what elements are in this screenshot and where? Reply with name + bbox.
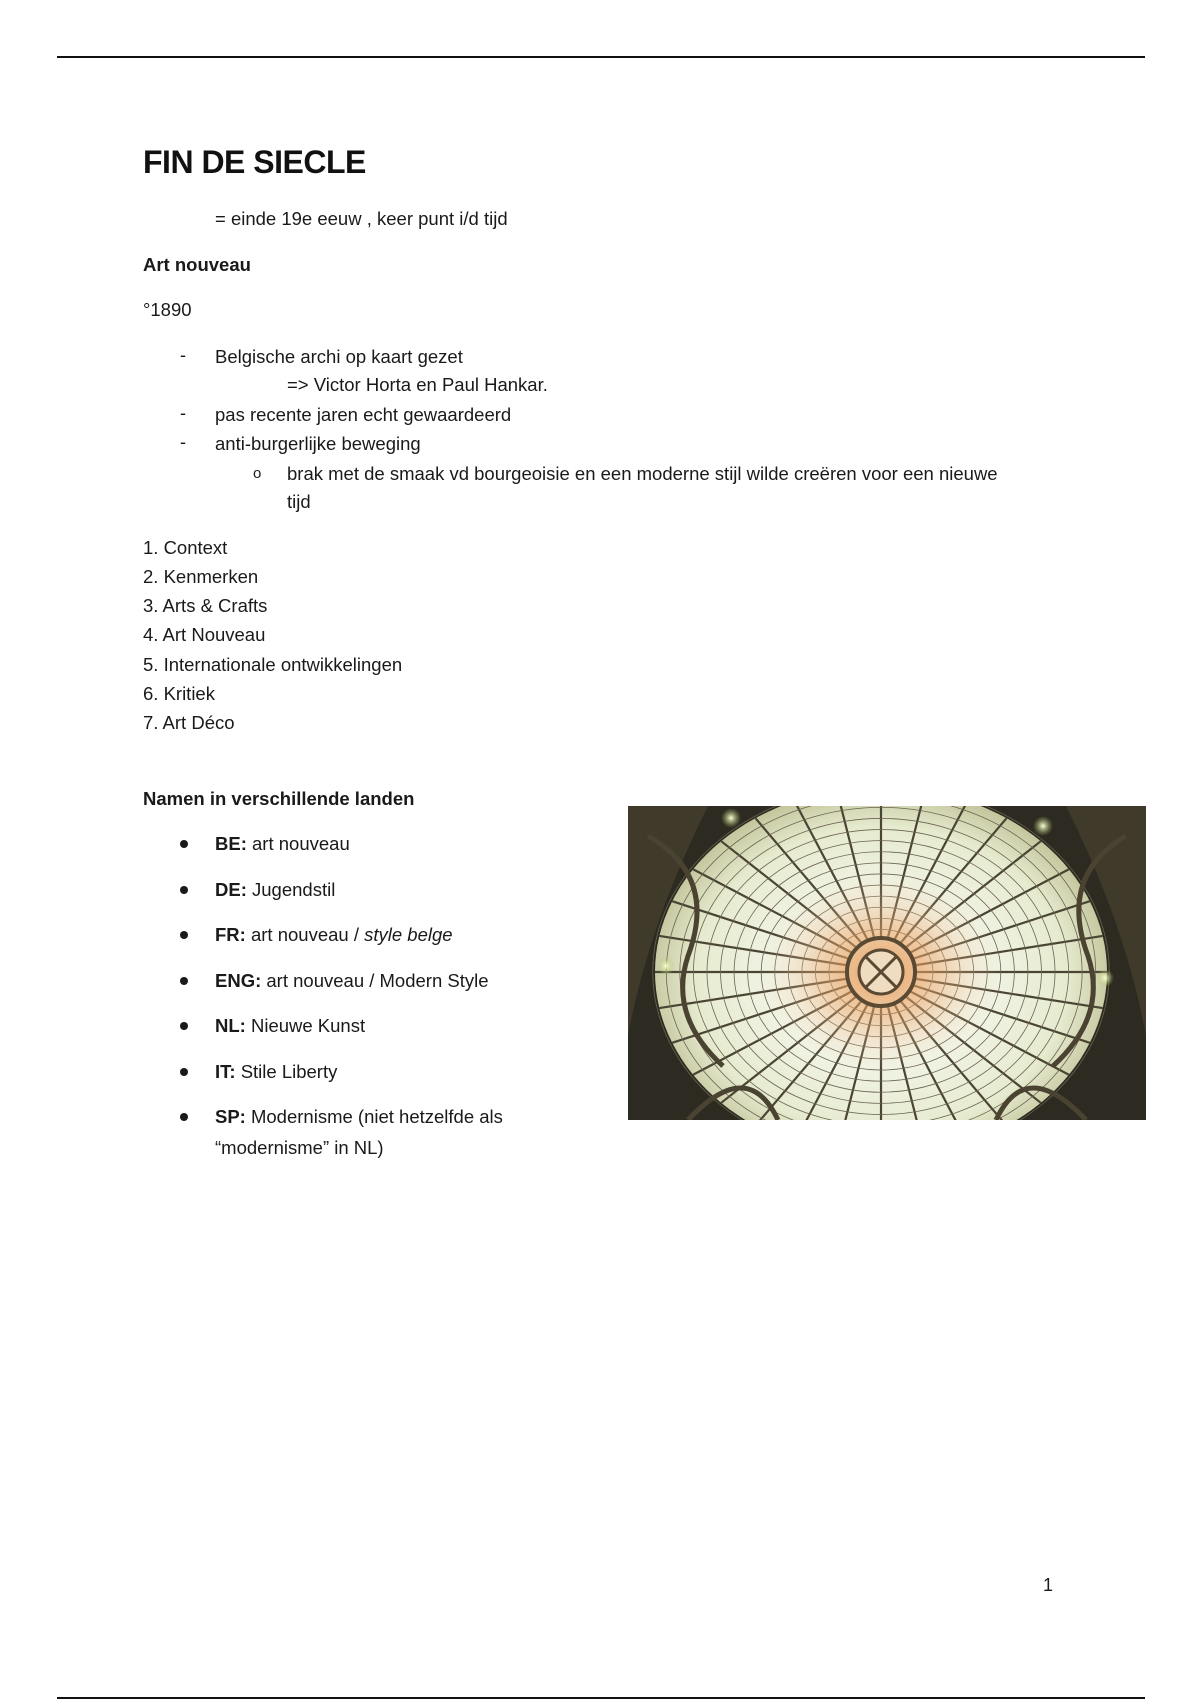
list-sub-item-continued: tijd <box>287 491 311 512</box>
name-text: art nouveau / <box>245 924 365 945</box>
name-text: Nieuwe Kunst <box>245 1015 366 1036</box>
dome-illustration <box>628 806 1146 1120</box>
name-text: Jugendstil <box>246 879 336 900</box>
bullet-icon <box>180 931 188 939</box>
country-code: FR: <box>215 924 246 945</box>
definition-text: = einde 19e eeuw , keer punt i/d tijd <box>215 208 508 229</box>
list-item: pas recente jaren echt gewaardeerd <box>215 404 512 425</box>
name-text: art nouveau <box>246 833 350 854</box>
country-code: DE: <box>215 879 247 900</box>
glass-dome-photo <box>628 806 1146 1120</box>
country-code: BE: <box>215 833 247 854</box>
name-item <box>215 1010 365 1041</box>
list-item: Belgische archi op kaart gezet <box>215 346 463 367</box>
name-text: Stile Liberty <box>235 1061 338 1082</box>
section-heading-names: Namen in verschillende landen <box>143 788 415 809</box>
bullet-icon <box>180 1068 188 1076</box>
name-item <box>215 965 489 996</box>
footer-rule <box>57 1697 1145 1699</box>
name-text: art nouveau / Modern Style <box>261 970 489 991</box>
name-item <box>215 828 350 859</box>
section-heading-art-nouveau: Art nouveau <box>143 254 251 275</box>
bullet-icon <box>180 840 188 848</box>
name-italic-text: style belge <box>364 924 453 945</box>
circle-bullet-icon: o <box>253 465 262 482</box>
outline-item: 5. Internationale ontwikkelingen <box>143 654 403 675</box>
name-item <box>215 874 335 905</box>
name-item <box>215 1056 337 1087</box>
page-title: FIN DE SIECLE <box>143 144 366 180</box>
bullet-icon <box>180 1113 188 1121</box>
dash-marker: - <box>180 345 186 365</box>
list-item: anti-burgerlijke beweging <box>215 433 421 454</box>
bullet-icon <box>180 1022 188 1030</box>
date-text: °1890 <box>143 299 192 320</box>
bullet-icon <box>180 977 188 985</box>
bullet-icon <box>180 886 188 894</box>
country-code: SP: <box>215 1106 246 1127</box>
outline-item: 3. Arts & Crafts <box>143 595 268 616</box>
outline-item: 6. Kritiek <box>143 683 215 704</box>
page-number: 1 <box>1043 1575 1054 1595</box>
list-sub-item: brak met de smaak vd bourgeoisie en een moderne stijl wilde creëren voor een nieuwe <box>287 463 998 484</box>
name-text: Modernisme (niet hetzelfde als <box>245 1106 503 1127</box>
dash-marker: - <box>180 403 186 423</box>
header-rule <box>57 56 1145 58</box>
country-code: IT: <box>215 1061 236 1082</box>
list-sub-item: => Victor Horta en Paul Hankar. <box>287 374 548 395</box>
name-item <box>215 1101 503 1132</box>
country-code: NL: <box>215 1015 246 1036</box>
outline-item: 1. Context <box>143 537 228 558</box>
country-code: ENG: <box>215 970 262 991</box>
dash-marker: - <box>180 432 186 452</box>
outline-item: 2. Kenmerken <box>143 566 259 587</box>
name-item-continued: “modernisme” in NL) <box>215 1137 384 1158</box>
outline-item: 7. Art Déco <box>143 712 235 733</box>
outline-item: 4. Art Nouveau <box>143 624 266 645</box>
name-item <box>215 919 453 950</box>
